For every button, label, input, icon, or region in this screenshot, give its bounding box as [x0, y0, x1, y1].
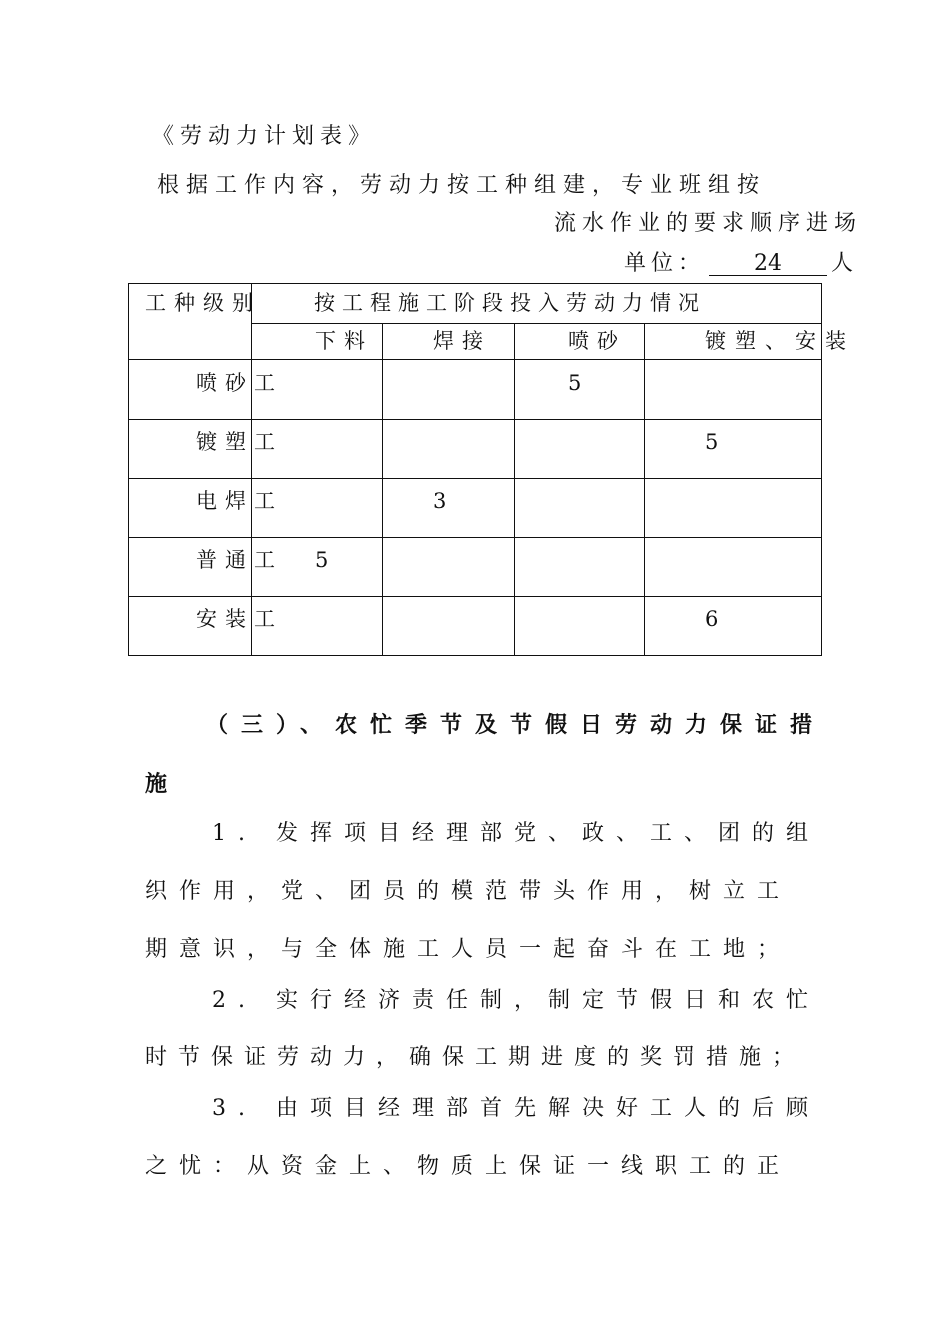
unit-value: 24 [709, 253, 827, 276]
paragraph-line: 2. 实行经济责任制，制定节假日和农忙 [212, 988, 820, 1013]
unit-label: 单位： [623, 251, 705, 276]
stage-header: 按工程施工阶段投入劳动力情况 [314, 291, 706, 315]
table-grid-line [251, 283, 252, 656]
unit-suffix: 人 [830, 251, 858, 276]
trade-sandblasting-worker: 喷砂工 [196, 371, 283, 395]
value-coating-installation: 5 [705, 430, 719, 454]
value-electric-welder-welding: 3 [433, 489, 447, 513]
unit-line [624, 250, 858, 278]
table-grid-line [514, 323, 515, 656]
column-header-material: 下料 [315, 329, 373, 353]
table-grid-line [251, 323, 822, 324]
paragraph-line: 时节保证劳动力，确保工期进度的奖罚措施； [145, 1045, 806, 1070]
table-grid-line [128, 596, 822, 597]
trade-coating-worker: 镀塑工 [196, 430, 283, 454]
table-grid-line [128, 537, 822, 538]
trade-installation-worker: 安装工 [196, 607, 283, 631]
intro-line-2: 流水作业的要求顺序进场 [553, 211, 862, 236]
section-heading: （三）、农忙季节及节假日劳动力保证措 [206, 713, 826, 738]
paragraph-line: 织作用，党、团员的模范带头作用，树立工 [145, 879, 792, 904]
table-grid-line [128, 419, 822, 420]
trade-general-worker: 普通工 [196, 548, 283, 572]
paragraph-line: 之忧：从资金上、物质上保证一线职工的正 [145, 1154, 792, 1179]
labor-plan-table [128, 283, 855, 656]
table-title: 《劳动力计划表》 [152, 124, 377, 149]
table-grid-line [128, 478, 822, 479]
value-sandblasting-sandblasting: 5 [568, 371, 582, 395]
section-heading-continuation: 施 [145, 772, 175, 797]
intro-line-1: 根据工作内容，劳动力按工种组建，专业班组按 [157, 173, 767, 198]
paragraph-line: 1. 发挥项目经理部党、政、工、团的组 [212, 821, 820, 846]
trade-level-header: 工种级别 [145, 291, 261, 315]
column-header-coating-installation: 镀塑、安装 [705, 329, 855, 353]
column-header-sandblasting: 喷砂 [568, 329, 626, 353]
table-grid-line [128, 359, 822, 360]
table-grid-line [644, 323, 645, 656]
trade-electric-welder: 电焊工 [196, 489, 283, 513]
paragraph-line: 3. 由项目经理部首先解决好工人的后顾 [212, 1096, 820, 1121]
value-general-worker-material: 5 [315, 548, 329, 572]
value-installation-worker-installation: 6 [705, 607, 719, 631]
paragraph-line: 期意识，与全体施工人员一起奋斗在工地； [145, 937, 792, 962]
column-header-welding: 焊接 [433, 329, 491, 353]
table-grid-line [382, 323, 383, 656]
